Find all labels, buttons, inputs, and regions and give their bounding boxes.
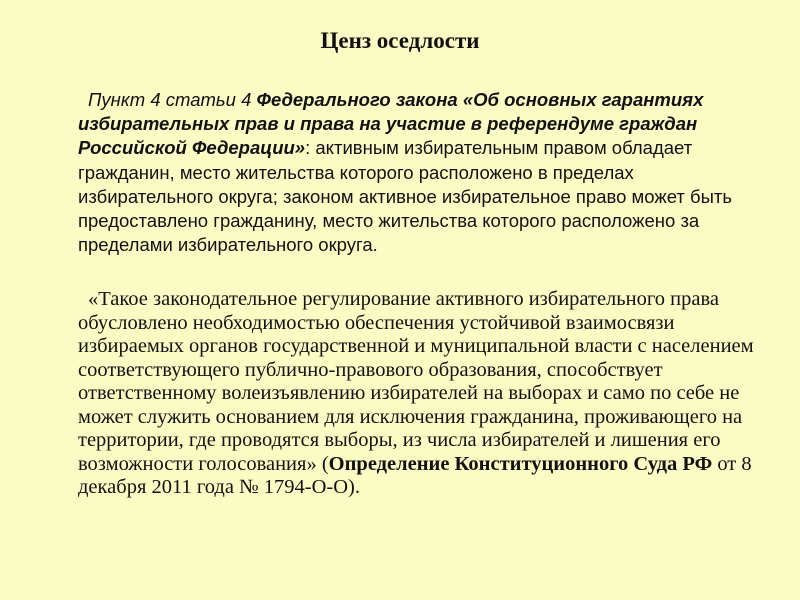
court-ruling-date: от 8 декабря 2011 года № 1794-О-О). [78, 452, 752, 498]
law-text: : активным избирательным правом обладает гражданин, место жительства которого расположено в пределах избирательного округа; законом активное избирательное право может быть предоставлено гражданину, место жительства которого расположено за пределами избирательного округа. [78, 137, 732, 256]
law-paragraph [78, 88, 750, 257]
law-name: Федерального закона «Об основных гарантиях избирательных прав и права на участие в референдуме граждан Российской Федерации» [78, 89, 704, 159]
court-quote-paragraph [78, 288, 758, 500]
court-quote-text: «Такое законодательное регулирование активного избирательного права обусловлено необходимостью обеспечения устойчивой взаимосвязи избираемых органов государственной и муниципальной власти с населением соответствующего публично-правового образования, способствует ответственному волеизъявлению избирателей на выборах и само по себе не может служить основанием для исключения гражданина, проживающего на территории, где проводятся выборы, из числа избирателей и лишения его возможности голосования» ( [78, 288, 754, 475]
court-ruling-name: Определение Конституционного Суда РФ [328, 452, 713, 475]
law-article-reference: Пункт 4 статьи 4 [88, 89, 257, 110]
slide-title: Ценз оседлости [320, 28, 480, 53]
